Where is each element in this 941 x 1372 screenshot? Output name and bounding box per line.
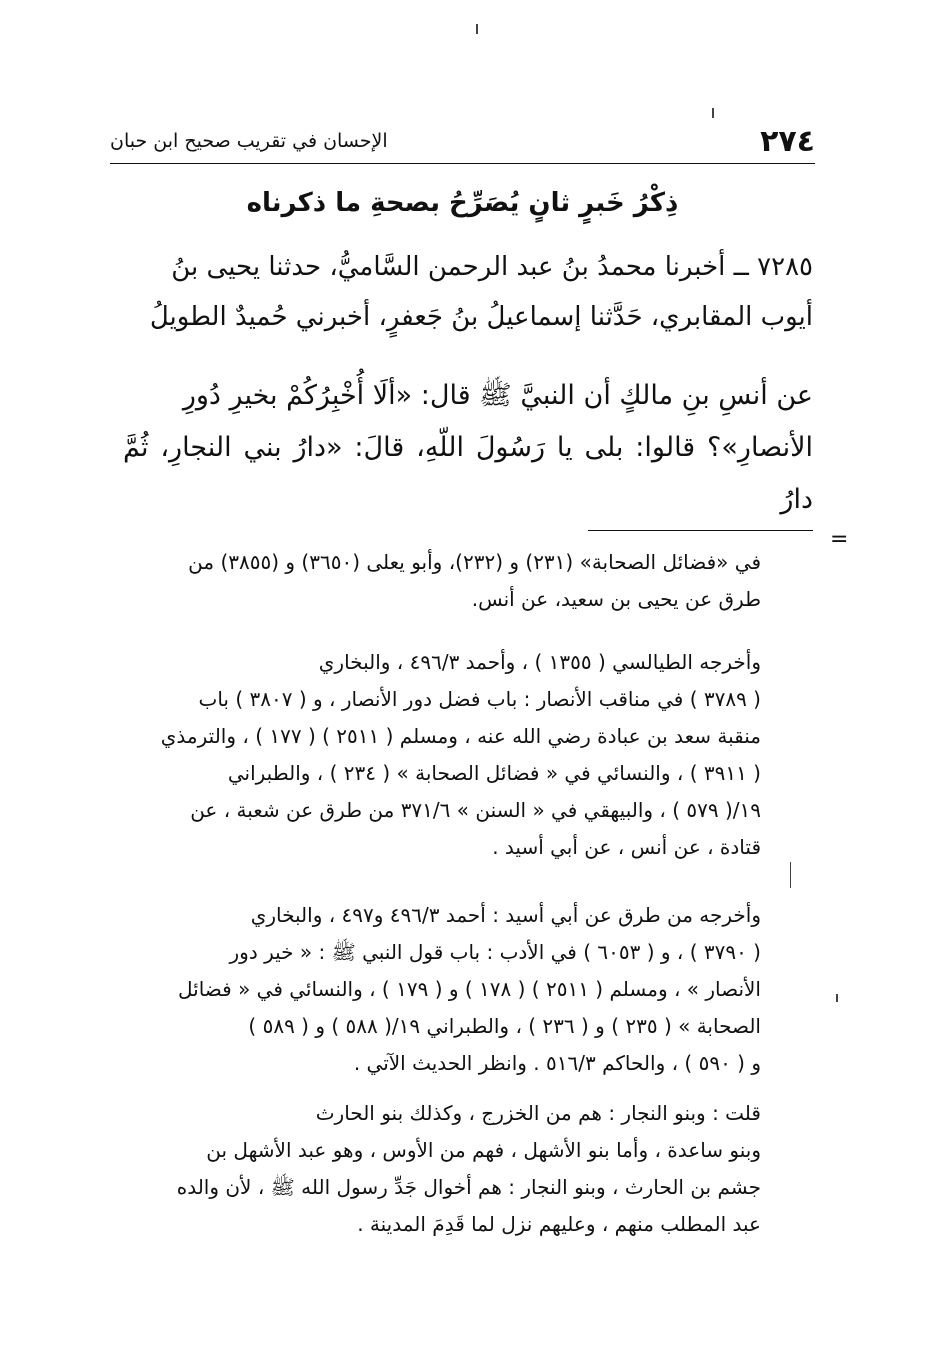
footnote-line: منقبة سعد بن عبادة رضي الله عنه ، ومسلم ( ٢٥١١ ) ( ١٧٧ ) ، والترمذي xyxy=(160,724,761,748)
chapter-heading: ذِكْرُ خَبرٍ ثانٍ يُصَرِّحُ بصحةِ ما ذكرناه xyxy=(246,188,679,218)
footnote-line: جشم بن الحارث ، وبنو النجار : هم أخوال جَدِّ رسول الله ﷺ ، لأن والده xyxy=(176,1175,761,1199)
footnote-block xyxy=(121,544,761,618)
matn-line: الأنصارِ»؟ قالوا: بلى يا رَسُولَ اللّهِ، قالَ: «دارُ بني النجارِ، ثُمَّ دارُ xyxy=(123,432,813,515)
footnote-line: قلت : وبنو النجار : هم من الخزرج ، وكذلك بنو الحارث xyxy=(315,1101,761,1125)
footnote-line: طرق عن يحيى بن سعيد، عن أنس. xyxy=(471,587,761,611)
footnote-line: ( ٣٧٨٩ ) في مناقب الأنصار : باب فضل دور الأنصار ، و ( ٣٨٠٧ ) باب xyxy=(198,687,761,711)
header-rule xyxy=(110,163,815,164)
page-header xyxy=(110,122,815,162)
footnote-line: ( ٣٩١١ ) ، والنسائي في « فضائل الصحابة » ( ٢٣٤ ) ، والطبراني xyxy=(227,761,761,785)
footnote-block xyxy=(121,1095,761,1243)
continuation-mark: = xyxy=(830,527,849,552)
footnote-line: الصحابة » ( ٢٣٥ ) و ( ٢٣٦ ) ، والطبراني ١٩/( ٥٨٨ ) و ( ٥٨٩ ) xyxy=(248,1014,761,1038)
footnote-line: الأنصار » ، ومسلم ( ٢٥١١ ) ( ١٧٨ ) و ( ١٧٩ ) ، والنسائي في « فضائل xyxy=(178,977,761,1001)
matn-line: عن أنسِ بنِ مالكٍ أن النبيَّ ﷺ قال: «ألَا أُخْبِرُكُمْ بخيرِ دُورِ xyxy=(182,380,813,411)
running-title: الإحسان في تقريب صحيح ابن حبان xyxy=(110,130,388,152)
scan-mark xyxy=(790,862,791,888)
footnote-block xyxy=(121,897,761,1082)
footnote-line: قتادة ، عن أنس ، عن أبي أسيد . xyxy=(492,835,761,859)
scan-mark xyxy=(836,994,838,1002)
footnote-line: وبنو ساعدة ، وأما بنو الأشهل ، فهم من الأوس ، وهو عبد الأشهل بن xyxy=(206,1138,761,1162)
scan-mark xyxy=(712,108,714,118)
footnote-line: ( ٣٧٩٠ ) ، و ( ٦٠٥٣ ) في الأدب : باب قول النبي ﷺ : « خير دور xyxy=(229,940,761,964)
footnote-separator xyxy=(588,530,813,531)
page-number: ٢٧٤ xyxy=(760,124,815,159)
footnote-line: في «فضائل الصحابة» (٢٣١) و (٢٣٢)، وأبو يعلى (٣٦٥٠) و (٣٨٥٥) من xyxy=(188,550,761,574)
footnote-block xyxy=(121,644,761,866)
footnote-line: عبد المطلب منهم ، وعليهم نزل لما قَدِمَ المدينة . xyxy=(357,1212,761,1236)
hadith-isnad xyxy=(123,242,813,342)
scan-mark xyxy=(476,24,478,34)
hadith-matn xyxy=(123,370,813,526)
footnote-line: وأخرجه الطيالسي ( ١٣٥٥ ) ، وأحمد ٤٩٦/٣ ، والبخاري xyxy=(318,650,761,674)
footnote-line: وأخرجه من طرق عن أبي أسيد : أحمد ٤٩٦/٣ و٤٩٧ ، والبخاري xyxy=(250,903,761,927)
footnote-line: ١٩/( ٥٧٩ ) ، والبيهقي في « السنن » ٣٧١/٦ من طرق عن شعبة ، عن xyxy=(190,798,761,822)
footnote-line: و ( ٥٩٠ ) ، والحاكم ٥١٦/٣ . وانظر الحديث الآتي . xyxy=(353,1051,761,1075)
isnad-line: ٧٢٨٥ ــ أخبرنا محمدُ بنُ عبد الرحمن السَّاميُّ، حدثنا يحيى بنُ xyxy=(171,252,813,282)
isnad-line: أيوب المقابري، حَدَّثنا إسماعيلُ بنُ جَعفرٍ، أخبرني حُميدٌ الطويلُ xyxy=(149,302,813,332)
